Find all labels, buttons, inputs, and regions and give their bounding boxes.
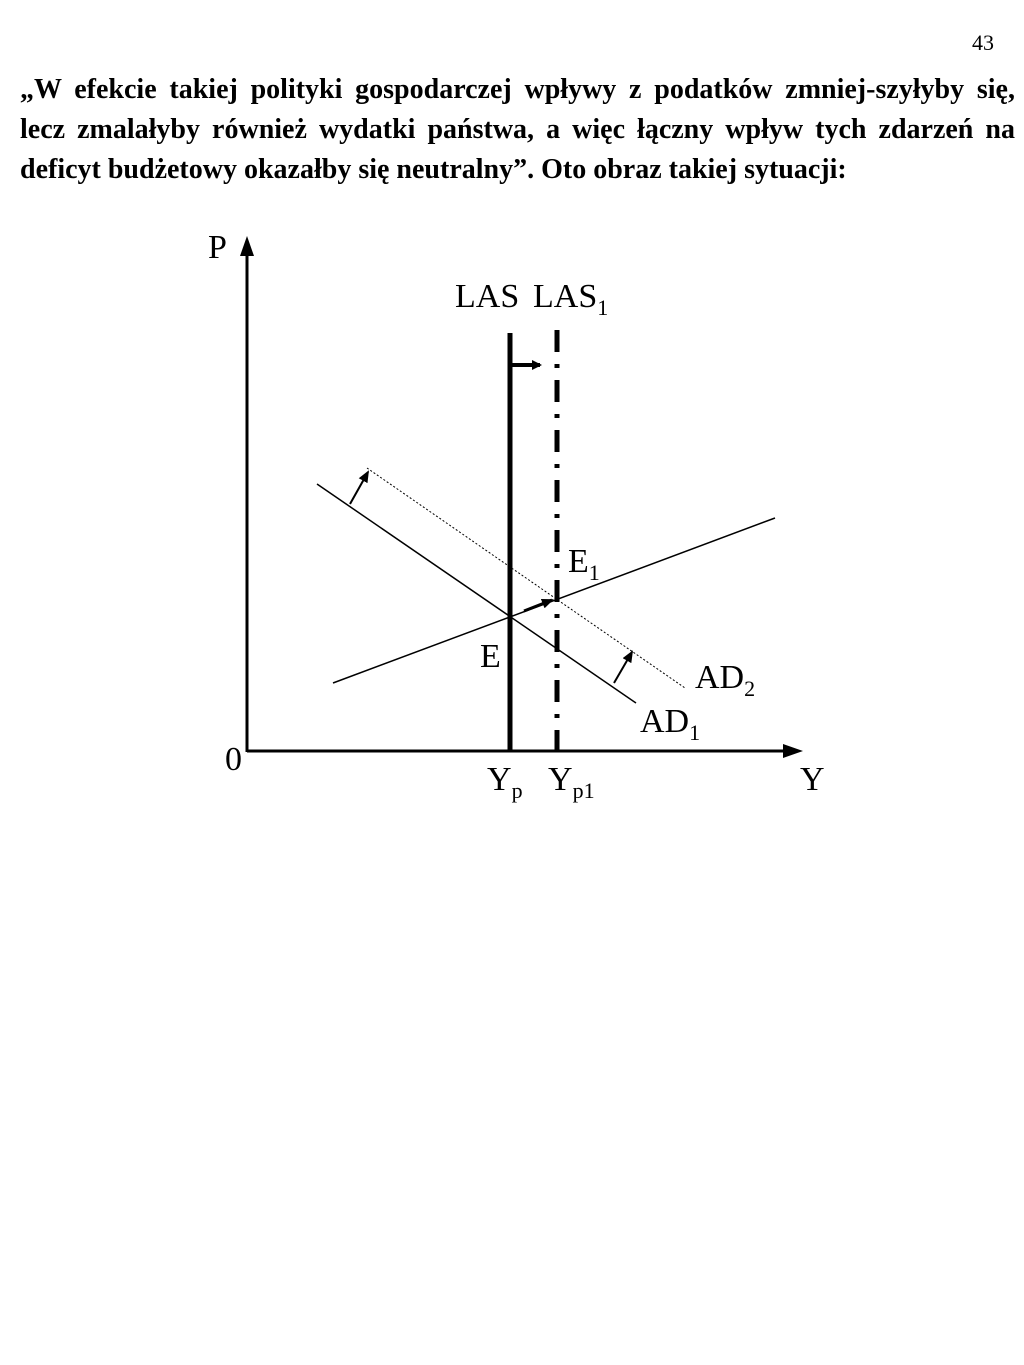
y-axis-label: P	[208, 229, 227, 266]
ad-shift-arrow-lower	[614, 652, 632, 683]
ad1-line	[317, 484, 636, 703]
origin-label: 0	[225, 741, 242, 778]
ad1-label: AD1	[640, 703, 701, 745]
equilibrium-shift-arrow	[524, 600, 552, 611]
point-e-label: E	[480, 638, 501, 675]
las1-label: LAS1	[533, 278, 609, 320]
tick-yp1-label: Yp1	[548, 761, 595, 803]
ad2-label: AD2	[695, 659, 756, 701]
point-e1-label: E1	[568, 543, 600, 585]
las-label: LAS	[455, 278, 520, 315]
body-paragraph: „W efekcie takiej polityki gospodarczej wpływy z podatków zmniej-szyłyby się, lecz zmalałyby również wydatki państwa, a więc łączny wpływ tych zdarzeń na deficyt budżetowy okazałby się neutralny”. Oto obraz takiej sytuacji:	[20, 74, 1015, 185]
y-axis-arrowhead	[240, 236, 254, 256]
x-axis-label: Y	[800, 761, 825, 798]
tick-yp-label: Yp	[487, 761, 523, 803]
ad2-line	[367, 468, 685, 688]
page-number: 43	[972, 30, 994, 55]
x-axis-arrowhead	[783, 744, 803, 758]
ad-shift-arrow-upper	[350, 472, 368, 504]
